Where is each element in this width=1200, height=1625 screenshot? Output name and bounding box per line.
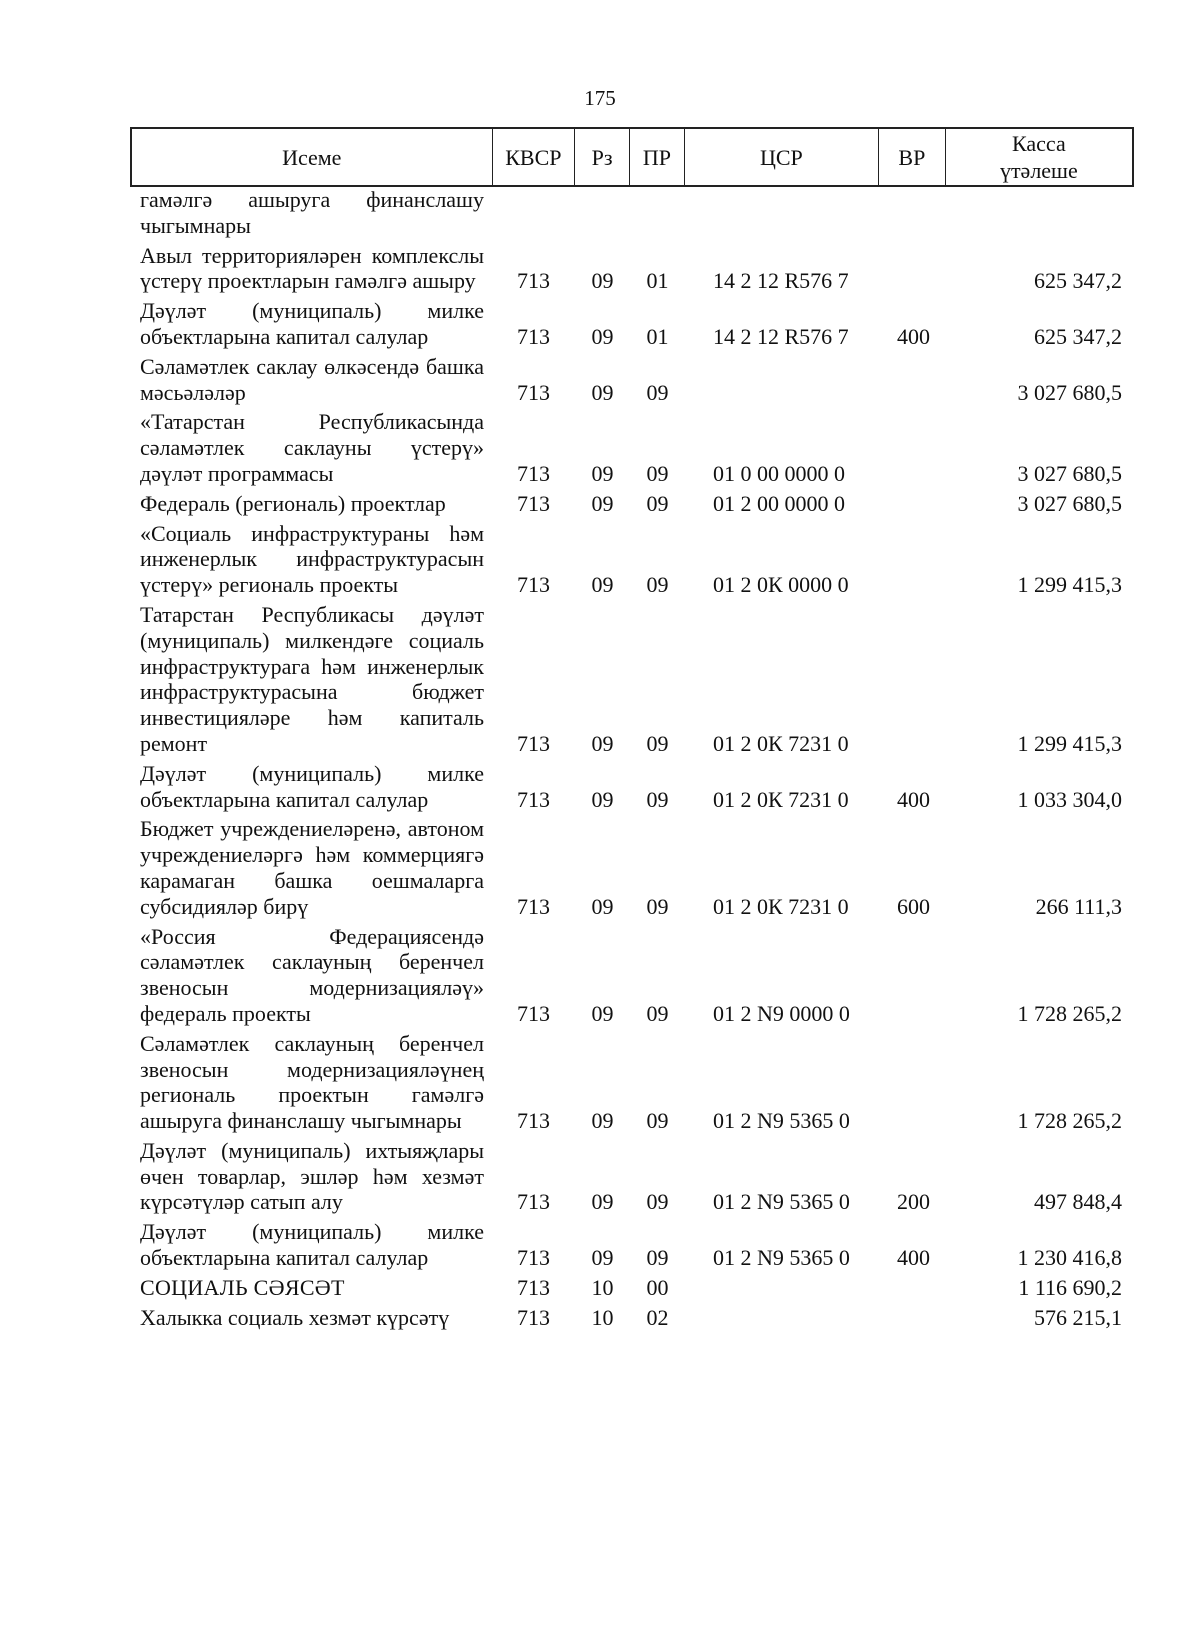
row-vr-cell: 200: [897, 1189, 930, 1215]
table-body: [130, 187, 1134, 1334]
row-kvsr-cell: 713: [517, 893, 550, 919]
row-pr-cell: 09: [646, 490, 669, 516]
row-csr-cell: 01 2 00 0000 0: [713, 490, 845, 516]
row-pr-cell: 09: [646, 1189, 669, 1215]
row-csr-cell: 01 2 N9 5365 0: [713, 1108, 850, 1134]
table-row: [130, 521, 1134, 598]
row-rz-cell: 09: [591, 1000, 614, 1026]
row-rz-cell: 10: [591, 1304, 614, 1330]
row-rz-cell: 09: [591, 268, 614, 294]
column-header-rz: Рз: [575, 129, 630, 185]
row-kassa-cell: 1 299 415,3: [1017, 572, 1122, 598]
row-name-cell: СОЦИАЛЬ СӘЯСӘТ: [140, 1274, 345, 1300]
row-name-cell: Федераль (региональ) проектлар: [140, 490, 446, 516]
column-header-name: Исеме: [132, 129, 493, 185]
row-kassa-cell: 497 848,4: [1034, 1189, 1122, 1215]
column-header-kassa-label: Касса үтәлеше: [999, 131, 1078, 183]
column-header-pr: ПР: [630, 129, 685, 185]
row-rz-cell: 09: [591, 490, 614, 516]
row-rz-cell: 09: [591, 323, 614, 349]
row-pr-cell: 09: [646, 572, 669, 598]
row-rz-cell: 09: [591, 1245, 614, 1271]
row-vr-cell: 400: [897, 1245, 930, 1271]
row-name-cell: Сәламәтлек саклау өлкәсендә башка мәсьәләләр: [140, 353, 484, 405]
row-pr-cell: 01: [646, 323, 669, 349]
row-rz-cell: 09: [591, 1108, 614, 1134]
table-row: [130, 1305, 1134, 1331]
row-rz-cell: 10: [591, 1274, 614, 1300]
row-name-cell: «Татарстан Республикасында сәламәтлек саклауны үстерү» дәүләт программасы: [140, 409, 484, 486]
column-header-csr: ЦСР: [685, 129, 879, 185]
row-name-cell: Халыкка социаль хезмәт күрсәтү: [140, 1304, 450, 1330]
row-pr-cell: 01: [646, 268, 669, 294]
row-csr-cell: 14 2 12 R576 7: [713, 268, 849, 294]
table-row: [130, 298, 1134, 350]
row-kvsr-cell: 713: [517, 1304, 550, 1330]
row-csr-cell: 01 2 N9 5365 0: [713, 1189, 850, 1215]
row-name-cell: Дәүләт (муниципаль) милке объектларына капитал салулар: [140, 760, 484, 812]
row-rz-cell: 09: [591, 460, 614, 486]
row-kvsr-cell: 713: [517, 1189, 550, 1215]
row-name-cell: Бюджет учреждениеләренә, автоном учреждениеләргә һәм коммерциягә карамаган башка оешмаларга субсидияләр бирү: [140, 816, 484, 919]
row-name-cell: Татарстан Республикасы дәүләт (муниципаль) милкендәге социаль инфраструктурага һәм инженерлык инфраструктурасына бюджет инвестицияләре һәм капиталь ремонт: [140, 601, 484, 756]
row-kvsr-cell: 713: [517, 379, 550, 405]
row-kassa-cell: 1 728 265,2: [1017, 1000, 1122, 1026]
table-row: [130, 409, 1134, 486]
row-rz-cell: 09: [591, 730, 614, 756]
row-kassa-cell: 3 027 680,5: [1017, 460, 1122, 486]
table-header: [130, 127, 1134, 187]
table-row: [130, 491, 1134, 517]
row-kassa-cell: 1 033 304,0: [1017, 786, 1122, 812]
row-pr-cell: 09: [646, 786, 669, 812]
row-kassa-cell: 1 728 265,2: [1017, 1108, 1122, 1134]
row-name-cell: гамәлгә ашыруга финанслашу чыгымнары: [140, 187, 484, 238]
row-kvsr-cell: 713: [517, 460, 550, 486]
table-row: [130, 187, 1134, 239]
row-kvsr-cell: 713: [517, 572, 550, 598]
column-header-kassa: [946, 129, 1132, 185]
table-row: [130, 243, 1134, 295]
table-row: [130, 1275, 1134, 1301]
row-pr-cell: 09: [646, 460, 669, 486]
row-csr-cell: 01 2 0К 7231 0: [713, 786, 849, 812]
table-row: [130, 1031, 1134, 1134]
table-row: [130, 761, 1134, 813]
row-rz-cell: 09: [591, 893, 614, 919]
row-csr-cell: 14 2 12 R576 7: [713, 323, 849, 349]
table-row: [130, 602, 1134, 757]
row-kassa-cell: 1 116 690,2: [1018, 1274, 1122, 1300]
row-kvsr-cell: 713: [517, 730, 550, 756]
row-pr-cell: 09: [646, 379, 669, 405]
row-name-cell: «Россия Федерациясендә сәламәтлек саклауның беренчел звеносын модернизацияләү» федераль проекты: [140, 923, 484, 1026]
row-rz-cell: 09: [591, 1189, 614, 1215]
row-csr-cell: 01 2 0К 0000 0: [713, 572, 849, 598]
table-row: [130, 1138, 1134, 1215]
row-csr-cell: 01 0 00 0000 0: [713, 460, 845, 486]
row-kvsr-cell: 713: [517, 786, 550, 812]
row-rz-cell: 09: [591, 572, 614, 598]
row-kvsr-cell: 713: [517, 1000, 550, 1026]
row-pr-cell: 02: [646, 1304, 669, 1330]
row-kvsr-cell: 713: [517, 1108, 550, 1134]
row-kassa-cell: 576 215,1: [1034, 1304, 1122, 1330]
row-pr-cell: 00: [646, 1274, 669, 1300]
row-csr-cell: 01 2 N9 0000 0: [713, 1000, 850, 1026]
row-name-cell: «Социаль инфраструктураны һәм инженерлык инфраструктурасын үстерү» региональ проекты: [140, 520, 484, 598]
row-kvsr-cell: 713: [517, 490, 550, 516]
table-row: [130, 816, 1134, 919]
row-vr-cell: 400: [897, 323, 930, 349]
row-csr-cell: 01 2 0К 7231 0: [713, 893, 849, 919]
row-pr-cell: 09: [646, 730, 669, 756]
row-kassa-cell: 625 347,2: [1034, 268, 1122, 294]
row-name-cell: Дәүләт (муниципаль) ихтыяҗлары өчен товарлар, эшләр һәм хезмәт күрсәтүләр сатып алу: [140, 1137, 484, 1215]
row-rz-cell: 09: [591, 379, 614, 405]
row-name-cell: Дәүләт (муниципаль) милке объектларына капитал салулар: [140, 1219, 484, 1271]
row-rz-cell: 09: [591, 786, 614, 812]
row-csr-cell: 01 2 N9 5365 0: [713, 1245, 850, 1271]
column-header-vr: ВР: [879, 129, 946, 185]
row-kassa-cell: 1 299 415,3: [1017, 730, 1122, 756]
row-kvsr-cell: 713: [517, 323, 550, 349]
page-number: 175: [584, 86, 616, 110]
row-kassa-cell: 625 347,2: [1034, 323, 1122, 349]
table-row: [130, 924, 1134, 1027]
row-pr-cell: 09: [646, 1000, 669, 1026]
row-kvsr-cell: 713: [517, 1245, 550, 1271]
table-row: [130, 1219, 1134, 1271]
row-pr-cell: 09: [646, 893, 669, 919]
row-name-cell: Авыл территорияләрен комплекслы үстерү проектларын гамәлгә ашыру: [140, 242, 484, 294]
column-header-kvsr: КВСР: [493, 129, 576, 185]
row-kassa-cell: 1 230 416,8: [1017, 1245, 1122, 1271]
row-name-cell: Сәламәтлек саклауның беренчел звеносын модернизацияләүнең региональ проектын гамәлгә ашыруга финанслашу чыгымнары: [140, 1030, 484, 1134]
row-kassa-cell: 3 027 680,5: [1017, 490, 1122, 516]
row-vr-cell: 400: [897, 786, 930, 812]
row-kvsr-cell: 713: [517, 268, 550, 294]
row-vr-cell: 600: [897, 893, 930, 919]
row-csr-cell: 01 2 0К 7231 0: [713, 730, 849, 756]
row-name-cell: Дәүләт (муниципаль) милке объектларына капитал салулар: [140, 298, 484, 349]
row-kassa-cell: 3 027 680,5: [1017, 379, 1122, 405]
table-row: [130, 354, 1134, 406]
row-pr-cell: 09: [646, 1108, 669, 1134]
row-kvsr-cell: 713: [517, 1274, 550, 1300]
row-pr-cell: 09: [646, 1245, 669, 1271]
row-kassa-cell: 266 111,3: [1035, 893, 1122, 919]
